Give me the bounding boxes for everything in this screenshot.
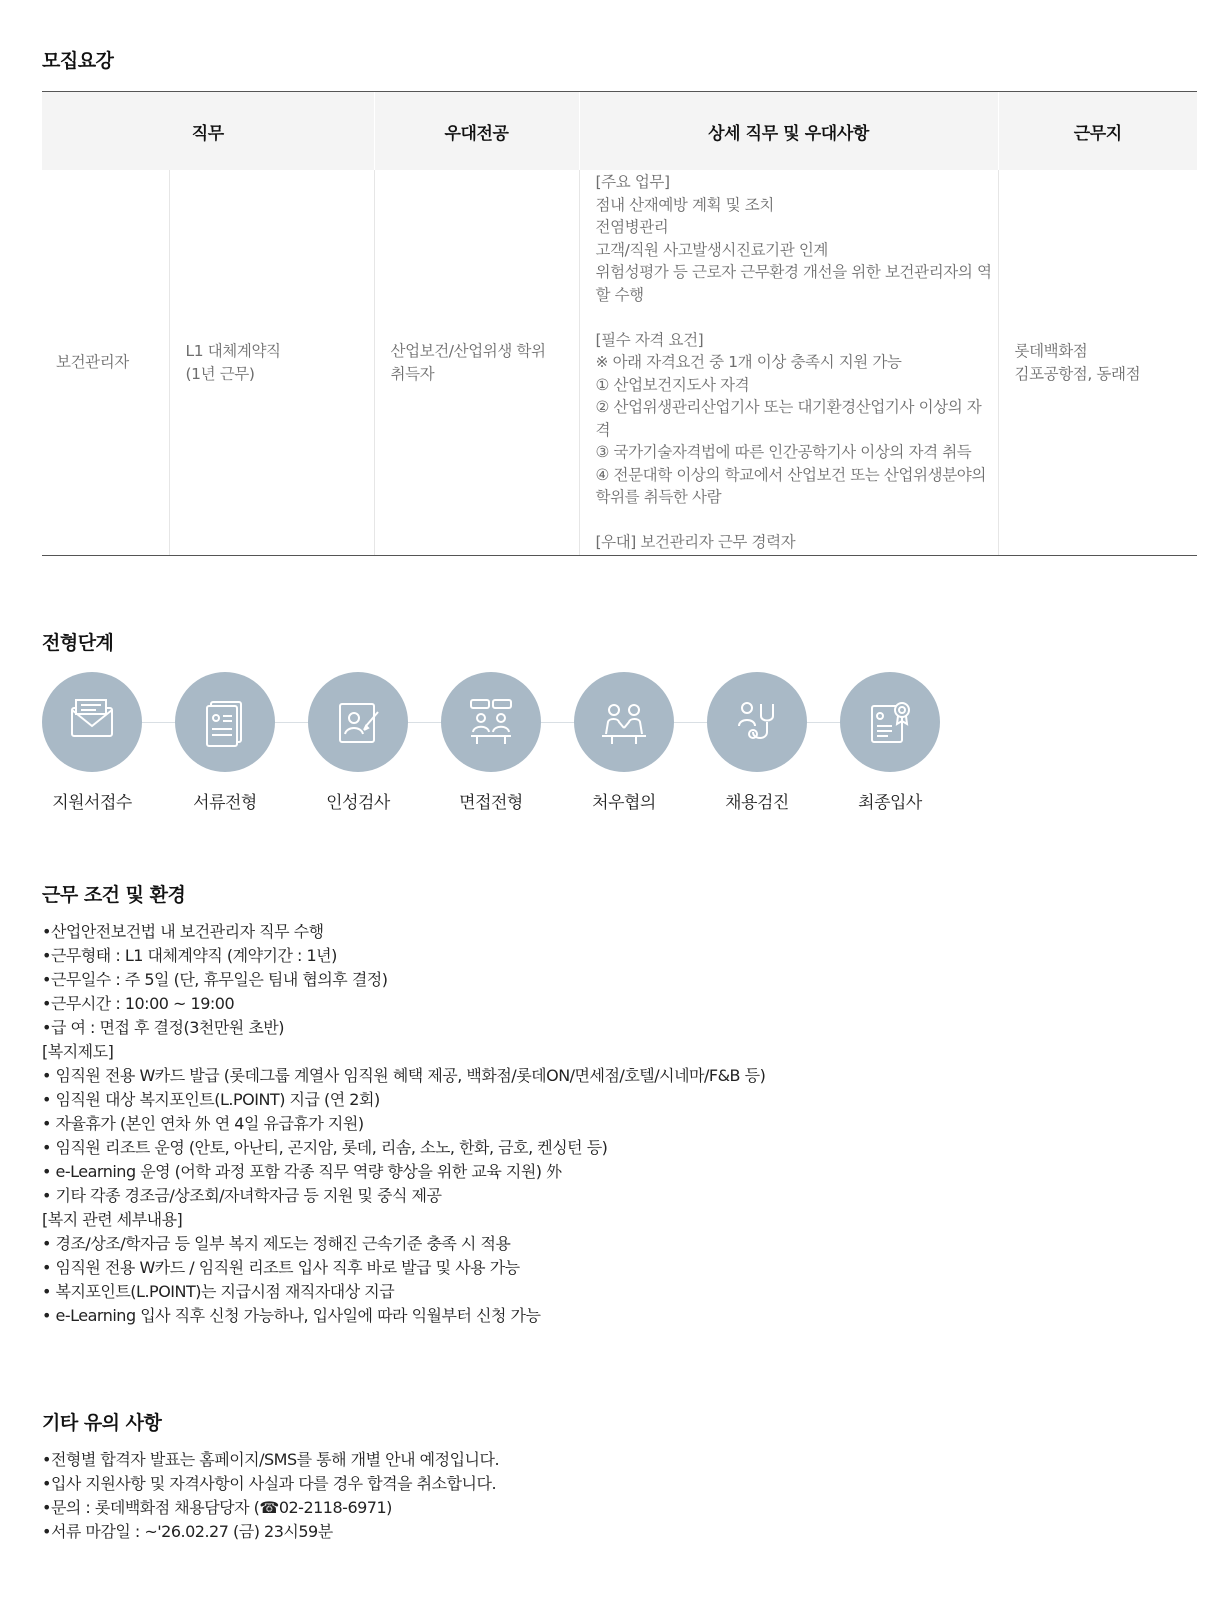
work-conditions-list [42,920,765,1328]
process-step-2 [156,672,294,813]
certificate-icon [840,672,940,772]
detail-list [596,171,994,554]
detail-cell [579,170,998,556]
detail-line: ※ 아래 자격요건 중 1개 이상 충족시 지원 가능 [595,353,902,372]
detail-line: [주요 업무] [595,173,670,192]
location-company: 롯데백화점 [1014,342,1088,360]
list-item: • e-Learning 입사 직후 신청 가능하나, 입사일에 따라 익월부터 신청 가능 [42,1306,541,1325]
recruit-section-title: 모집요강 [42,50,114,72]
list-item: • 경조/상조/학자금 등 일부 복지 제도는 정해진 근속기준 충족 시 적용 [42,1234,511,1253]
detail-line: 전염병관리 [595,218,669,237]
detail-line: 고객/직원 사고발생시진료기관 인계 [595,240,828,259]
header-major: 우대전공 [374,92,579,171]
detail-line: ③ 국가기술자격법에 따른 인간공학기사 이상의 자격 취득 [595,443,972,462]
header-detail: 상세 직무 및 우대사항 [579,92,998,171]
detail-line: [필수 자격 요건] [595,330,704,349]
document-icon [175,672,275,772]
envelope-icon [42,672,142,772]
header-job: 직무 [42,92,374,171]
work-section-title: 근무 조건 및 환경 [42,884,186,906]
employment-type: L1 대체계약직 [185,342,281,360]
step-label: 서류전형 [193,793,257,813]
list-item: • 임직원 전용 W카드 발급 (롯데그룹 계열사 임직원 혜택 제공, 백화점/롯데ON/면세점/호텔/시네마/F&B 등) [42,1066,766,1085]
header-location: 근무지 [998,92,1197,171]
process-step-6 [688,672,826,813]
list-item: •근무형태 : L1 대체계약직 (계약기간 : 1년) [42,946,337,965]
detail-line: 위험성평가 등 근로자 근무환경 개선을 위한 보건관리자의 역할 수행 [595,263,992,304]
step-label: 처우협의 [592,793,656,813]
process-step-5 [555,672,693,813]
list-item: [복지제도] [42,1042,114,1061]
location-cell [998,170,1197,556]
list-item: •급 여 : 면접 후 결정(3천만원 초반) [42,1018,284,1037]
negotiation-icon [574,672,674,772]
employment-period: (1년 근무) [185,364,255,383]
location-stores: 김포공항점, 동래점 [1014,364,1141,383]
interview-icon [441,672,541,772]
recruit-header-row [42,92,1197,171]
detail-line: [우대] 보건관리자 근무 경력자 [595,533,796,552]
step-label: 지원서접수 [52,793,132,813]
detail-line: ① 산업보건지도사 자격 [595,375,750,394]
list-item: • 임직원 리조트 운영 (안토, 아난티, 곤지암, 롯데, 리솜, 소노, 한화, 금호, 켄싱턴 등) [42,1138,608,1157]
process-section-title: 전형단계 [42,632,114,654]
profile-edit-icon [308,672,408,772]
detail-line: ④ 전문대학 이상의 학교에서 산업보건 또는 산업위생분야의 학위를 취득한 사람 [595,465,986,507]
step-label: 채용검진 [725,793,789,813]
list-item: • 자율휴가 (본인 연차 外 연 4일 유급휴가 지원) [42,1114,364,1133]
employment-type-cell [169,170,374,556]
list-item: • e-Learning 운영 (어학 과정 포함 각종 직무 역량 향상을 위한 교육 지원) 外 [42,1162,562,1181]
process-steps [42,672,1002,813]
list-item: • 임직원 대상 복지포인트(L.POINT) 지급 (연 2회) [42,1090,380,1109]
list-item: [복지 관련 세부내용] [42,1210,183,1229]
process-step-3 [289,672,427,813]
detail-line [596,509,994,532]
major-cell: 산업보건/산업위생 학위 취득자 [374,170,579,556]
detail-line [596,306,994,329]
process-step-4 [422,672,560,813]
list-item: •근무일수 : 주 5일 (단, 휴무일은 팀내 협의후 결정) [42,970,388,989]
list-item: •근무시간 : 10:00 ~ 19:00 [42,994,235,1013]
list-item: •문의 : 롯데백화점 채용담당자 (☎02-2118-6971) [42,1498,392,1517]
etc-section-title: 기타 유의 사항 [42,1412,162,1434]
list-item: •전형별 합격자 발표는 홈페이지/SMS를 통해 개별 안내 예정입니다. [42,1450,500,1469]
process-step-1 [23,672,161,813]
list-item: •입사 지원사항 및 자격사항이 사실과 다를 경우 합격을 취소합니다. [42,1474,497,1493]
detail-line: 점내 산재예방 계획 및 조치 [595,195,774,214]
list-item: •서류 마감일 : ~'26.02.27 (금) 23시59분 [42,1522,333,1541]
table-row [42,170,1197,556]
stethoscope-icon [707,672,807,772]
list-item: • 임직원 전용 W카드 / 임직원 리조트 입사 직후 바로 발급 및 사용 가능 [42,1258,520,1277]
list-item: • 기타 각종 경조금/상조회/자녀학자금 등 지원 및 중식 제공 [42,1186,442,1205]
detail-line: ② 산업위생관리산업기사 또는 대기환경산업기사 이상의 자격 [595,398,982,439]
recruit-table [42,91,1197,556]
step-label: 면접전형 [459,793,523,813]
list-item: • 복지포인트(L.POINT)는 지급시점 재직자대상 지급 [42,1282,395,1301]
list-item: •산업안전보건법 내 보건관리자 직무 수행 [42,922,324,941]
etc-notes-list [42,1448,499,1544]
job-name-cell: 보건관리자 [42,170,169,556]
process-step-7 [821,672,959,813]
step-label: 인성검사 [326,793,390,813]
step-label: 최종입사 [858,793,922,813]
